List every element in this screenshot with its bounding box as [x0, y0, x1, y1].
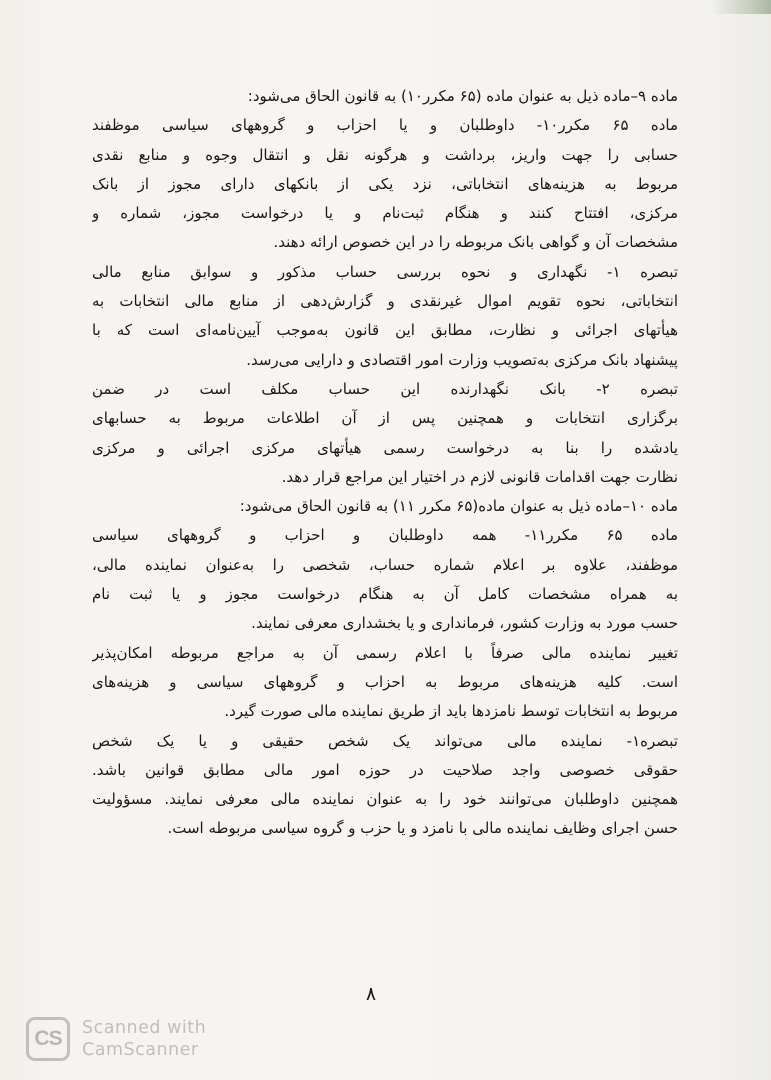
- text-line: مربوط به هزینه‌های انتخاباتی، نزد یکی از بانکهای دارای مجوز از بانک: [92, 174, 678, 193]
- text-line: ماده ۹–ماده ذیل به عنوان ماده (۶۵ مکرر۱۰) به قانون الحاق می‌شود:: [247, 87, 678, 105]
- text-line: مرکزی، افتتاح کنند و هنگام ثبت‌نام و یا درخواست مجوز، شماره و: [92, 204, 678, 223]
- text-line: است. کلیه هزینه‌های مربوط به احزاب و گروههای سیاسی و هزینه‌های: [92, 672, 678, 691]
- text-line: برگزاری انتخابات و همچنین پس از آن اطلاعات مربوط به حسابهای: [92, 409, 678, 428]
- text-line: موظفند، علاوه بر اعلام شماره حساب، شخصی را به‌عنوان نماینده مالی،: [92, 555, 678, 574]
- text-line: ماده ۱۰–ماده ذیل به عنوان ماده(۶۵ مکرر ۱۱) به قانون الحاق می‌شود:: [239, 497, 678, 516]
- text-line: تبصره۱- نماینده مالی می‌تواند یک شخص حقیقی و یا یک شخص: [92, 731, 678, 750]
- camscanner-logo: CS: [26, 1017, 70, 1061]
- text-line: ماده ۶۵ مکرر۱۰- داوطلبان و یا احزاب و گروههای سیاسی موظفند: [92, 116, 678, 135]
- watermark-line-2: CamScanner: [82, 1040, 199, 1060]
- text-line: نظارت جهت اقدامات قانونی لازم در اختیار این مراجع قرار دهد.: [281, 467, 678, 486]
- text-line: حسابی را جهت واریز، برداشت و هرگونه نقل و انتقال وجوه و منابع نقدی: [92, 145, 678, 164]
- text-line: پیشنهاد بانک مرکزی به‌تصویب وزارت امور اقتصادی و دارایی می‌رسد.: [246, 350, 678, 369]
- text-line: ماده ۶۵ مکرر۱۱- همه داوطلبان و احزاب و گروههای سیاسی: [92, 526, 678, 545]
- text-line: به همراه مشخصات کامل آن به هنگام درخواست مجوز و یا ثبت نام: [92, 585, 678, 604]
- text-line: مشخصات آن و گواهی بانک مربوطه را در این خصوص ارائه دهند.: [273, 233, 678, 252]
- watermark-line-1: Scanned with: [82, 1018, 207, 1038]
- text-line: انتخاباتی، نحوه تقویم اموال غیرنقدی و گزارش‌دهی از منابع مالی انتخابات به: [92, 292, 678, 311]
- text-line: حقوقی خصوصی واجد صلاحیت در حوزه امور مالی مطابق قوانین باشد.: [92, 760, 678, 779]
- text-line: تبصره ۲- بانک نگهدارنده این حساب مکلف است در ضمن: [92, 379, 678, 398]
- page-edge-shadow: [711, 0, 771, 14]
- watermark-text: [82, 1017, 206, 1061]
- text-line: تغییر نماینده مالی صرفاً با اعلام رسمی آن به مراجع مربوطه امکان‌پذیر: [92, 643, 678, 662]
- text-line: هیأتهای اجرائی و نظارت، مطابق این قانون به‌موجب آیین‌نامه‌ای است که با: [92, 321, 678, 340]
- document-body: [92, 82, 678, 844]
- text-line: حسن اجرای وظایف نماینده مالی با نامزد و یا حزب و گروه سیاسی مربوطه است.: [167, 819, 678, 838]
- text-line: حسب مورد به وزارت کشور، فرمانداری و یا بخشداری معرفی نمایند.: [251, 614, 678, 633]
- text-line: تبصره ۱- نگهداری و نحوه بررسی حساب مذکور و سوابق منابع مالی: [92, 262, 678, 281]
- text-line: مربوط به انتخابات توسط نامزدها باید از طریق نماینده مالی صورت گیرد.: [224, 702, 678, 721]
- page-number: ۸: [365, 983, 377, 1005]
- camscanner-watermark: [26, 1014, 206, 1064]
- text-line: همچنین داوطلبان می‌توانند خود را به عنوان نماینده مالی معرفی نمایند. مسؤولیت: [92, 790, 678, 809]
- text-line: یادشده را بنا به درخواست رسمی هیأتهای مرکزی اجرائی و مرکزی: [92, 438, 678, 457]
